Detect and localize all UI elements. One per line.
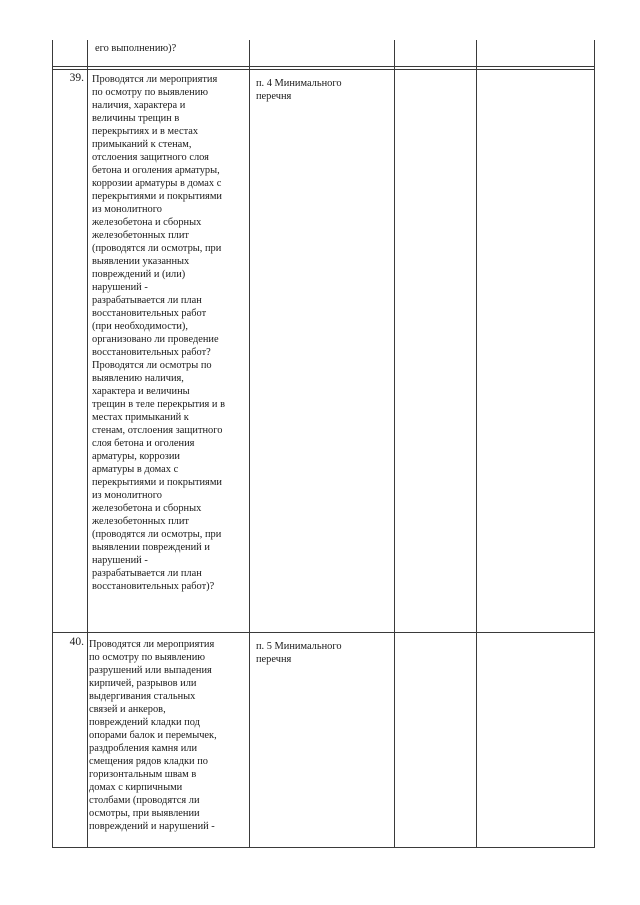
table-divider-col4 xyxy=(476,40,477,848)
continuation-text: его выполнению)? xyxy=(95,43,177,54)
table-divider-reference xyxy=(394,40,395,848)
row-number: 39. xyxy=(69,72,84,84)
row-reference: п. 4 Минимального перечня xyxy=(256,78,342,102)
row-number: 40. xyxy=(69,636,84,648)
table-border-left xyxy=(52,40,53,848)
table-divider-num xyxy=(87,40,88,848)
table-border-right xyxy=(594,40,595,848)
row-separator-bottom xyxy=(52,847,595,848)
row-separator-top-second xyxy=(52,69,595,70)
row-question: Проводятся ли мероприятия по осмотру по выявлению разрушений или выпадения кирпичей, разрывов или выдергивания стальных связей и анкеров, повреждений кладки под опорами балок и перемычек, раздробления камня или смещения рядов кладки по горизонтальным швам в домах с кирпичными столбами (проводятся ли осмотры, при выявлении повреждений и нарушений - xyxy=(89,639,217,832)
row-question: Проводятся ли мероприятия по осмотру по выявлению наличия, характера и величины трещин в перекрытиях и в местах примыканий к стенам, отслоения защитного слоя бетона и оголения арматуры, коррозии арматуры в домах с перекрытиями и покрытиями из монолитного железобетона и сборных железобетонных плит (проводятся ли осмотры, при выявлении указанных повреждений и (или) нарушений - разрабатывается ли план восстановительных работ (при необходимости), организовано ли проведение восстановительных работ? Проводятся ли осмотры по выявлению наличия, характера и величины трещин в теле перекрытия и в местах примыканий к стенам, отслоения защитного слоя бетона и оголения арматуры, коррозии арматуры в домах с перекрытиями и покрытиями из монолитного железобетона и сборных железобетонных плит (проводятся ли осмотры, при выявлении повреждений и нарушений - разрабатывается ли план восстановительных работ)? xyxy=(92,74,225,592)
table-divider-question xyxy=(249,40,250,848)
row-separator-middle xyxy=(52,632,595,633)
row-separator-top xyxy=(52,66,595,67)
row-reference: п. 5 Минимального перечня xyxy=(256,641,342,665)
